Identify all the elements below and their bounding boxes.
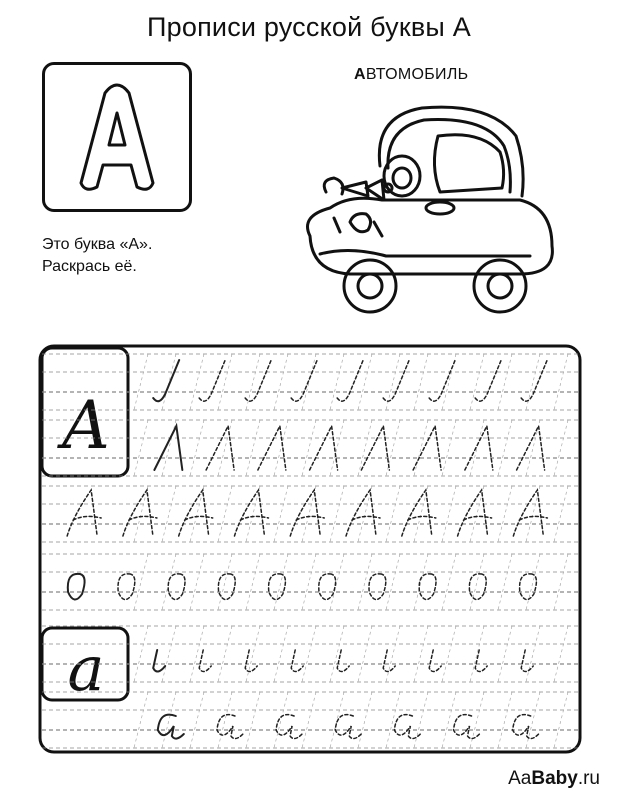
practice-grid: [38, 344, 582, 756]
slant-guide: [246, 626, 260, 682]
slant-guide: [554, 486, 568, 542]
slant-guide: [498, 626, 512, 682]
trace-mark-small-hook: [291, 650, 303, 672]
slant-guide: [302, 692, 316, 748]
site-footer: [508, 768, 600, 790]
slant-guide: [358, 692, 372, 748]
slant-guide: [162, 486, 176, 542]
slant-guide: [554, 626, 568, 682]
trace-mark-hook: [153, 360, 179, 401]
slant-guide: [442, 486, 456, 542]
trace-mark-oval: [218, 574, 235, 600]
slant-guide: [246, 354, 260, 410]
slant-guide: [526, 692, 540, 748]
trace-mark-capital-a: [513, 490, 547, 536]
footer-domain: .ru: [577, 768, 600, 789]
tracing-marks: [67, 360, 547, 739]
trace-mark-hook: [383, 360, 409, 401]
slant-guide: [442, 692, 456, 748]
trace-mark-diagonal: [517, 426, 545, 470]
slant-guide: [386, 420, 400, 476]
trace-mark-diagonal: [206, 426, 234, 470]
trace-mark-small-a: [394, 715, 420, 739]
trace-mark-capital-a: [402, 490, 436, 536]
trace-mark-capital-a: [179, 490, 213, 536]
slant-guide: [358, 420, 372, 476]
trace-mark-diagonal: [154, 426, 182, 470]
trace-mark-small-hook: [153, 650, 165, 672]
trace-mark-oval: [168, 574, 185, 600]
slant-guide: [274, 486, 288, 542]
trace-mark-hook: [521, 360, 547, 401]
slant-guide: [218, 554, 232, 610]
slant-guide: [386, 554, 400, 610]
slant-guide: [190, 626, 204, 682]
slant-guide: [162, 692, 176, 748]
slant-guide: [218, 626, 232, 682]
slant-guide: [442, 420, 456, 476]
slant-guide: [414, 354, 428, 410]
trace-mark-oval: [419, 574, 436, 600]
letter-card: [42, 62, 192, 212]
slant-guide: [190, 354, 204, 410]
slant-guide: [302, 354, 316, 410]
slant-guide: [162, 626, 176, 682]
trace-mark-small-hook: [429, 650, 441, 672]
slant-guide: [190, 486, 204, 542]
slant-guide: [302, 420, 316, 476]
footer-brand: Baby: [531, 768, 578, 789]
slant-guide: [162, 354, 176, 410]
trace-mark-small-hook: [245, 650, 257, 672]
slant-guide: [162, 420, 176, 476]
slant-guide: [190, 554, 204, 610]
word-first-letter: А: [354, 66, 366, 83]
trace-mark-small-a: [454, 715, 480, 739]
page-title: Прописи русской буквы А: [147, 12, 471, 42]
trace-mark-oval: [319, 574, 336, 600]
slant-guide: [330, 486, 344, 542]
slant-guide: [498, 554, 512, 610]
trace-mark-small-a: [335, 715, 361, 739]
slant-guide: [526, 554, 540, 610]
slant-guide: [414, 554, 428, 610]
slant-guide: [302, 554, 316, 610]
trace-mark-capital-a: [123, 490, 157, 536]
slant-guide: [190, 692, 204, 748]
trace-mark-hook: [245, 360, 271, 401]
slant-guide: [358, 626, 372, 682]
slant-guide: [330, 554, 344, 610]
slant-guide: [386, 486, 400, 542]
slant-guide: [134, 420, 148, 476]
trace-mark-diagonal: [361, 426, 389, 470]
slant-guide: [414, 692, 428, 748]
slant-guide: [218, 420, 232, 476]
slant-guide: [498, 486, 512, 542]
slant-guide: [134, 554, 148, 610]
slant-guide: [274, 692, 288, 748]
trace-mark-oval: [269, 574, 286, 600]
word-rest: ВТОМОБИЛЬ: [365, 66, 469, 83]
slant-guide: [330, 626, 344, 682]
slant-guide: [246, 486, 260, 542]
car-illustration: [290, 96, 570, 326]
slant-guide: [302, 486, 316, 542]
trace-mark-oval: [369, 574, 386, 600]
caption-line-2: Раскрась её.: [42, 258, 137, 275]
lowercase-sample: a: [67, 632, 105, 705]
trace-mark-small-a: [217, 715, 243, 739]
slant-guide: [358, 354, 372, 410]
trace-mark-small-a: [513, 715, 539, 739]
slant-guide: [190, 420, 204, 476]
trace-mark-small-a: [158, 715, 184, 739]
slant-guide: [554, 354, 568, 410]
trace-mark-capital-a: [290, 490, 324, 536]
trace-mark-capital-a: [67, 490, 101, 536]
trace-mark-capital-a: [458, 490, 492, 536]
slant-guide: [498, 692, 512, 748]
slant-guide: [414, 626, 428, 682]
slant-guide: [386, 626, 400, 682]
trace-mark-small-hook: [521, 650, 533, 672]
trace-mark-small-hook: [199, 650, 211, 672]
slant-guide: [134, 354, 148, 410]
trace-mark-oval: [118, 574, 135, 600]
slant-guide: [386, 692, 400, 748]
slant-guide: [218, 486, 232, 542]
outlined-letter-a: [45, 65, 189, 209]
slant-guide: [442, 554, 456, 610]
slant-guide: [554, 420, 568, 476]
trace-mark-diagonal: [258, 426, 286, 470]
slant-guide: [554, 692, 568, 748]
trace-mark-hook: [475, 360, 501, 401]
uppercase-sample: A: [62, 387, 110, 464]
trace-mark-hook: [199, 360, 225, 401]
trace-mark-small-hook: [475, 650, 487, 672]
slant-guide: [526, 626, 540, 682]
caption-line-1: Это буква «А».: [42, 236, 153, 253]
slant-guide: [274, 354, 288, 410]
slant-guide: [470, 354, 484, 410]
footer-prefix: Aa: [508, 768, 532, 789]
slant-guide: [498, 420, 512, 476]
slant-guide: [330, 692, 344, 748]
slant-guide: [554, 554, 568, 610]
slant-guide: [414, 420, 428, 476]
slant-guide: [470, 420, 484, 476]
slant-guide: [246, 692, 260, 748]
slant-guide: [246, 420, 260, 476]
slant-guide: [470, 554, 484, 610]
slant-guide: [246, 554, 260, 610]
instruction-caption: [42, 234, 152, 278]
trace-mark-small-a: [276, 715, 302, 739]
trace-mark-diagonal: [465, 426, 493, 470]
trace-mark-small-hook: [337, 650, 349, 672]
slant-guide: [274, 626, 288, 682]
slant-guide: [134, 626, 148, 682]
slant-guide: [302, 626, 316, 682]
slant-guide: [442, 626, 456, 682]
slant-guide: [134, 486, 148, 542]
trace-mark-capital-a: [346, 490, 380, 536]
slant-guide: [470, 626, 484, 682]
slant-guide: [470, 692, 484, 748]
slant-guide: [134, 692, 148, 748]
trace-mark-capital-a: [234, 490, 268, 536]
trace-mark-hook: [429, 360, 455, 401]
word-label: [354, 66, 468, 84]
trace-mark-oval: [68, 574, 85, 600]
